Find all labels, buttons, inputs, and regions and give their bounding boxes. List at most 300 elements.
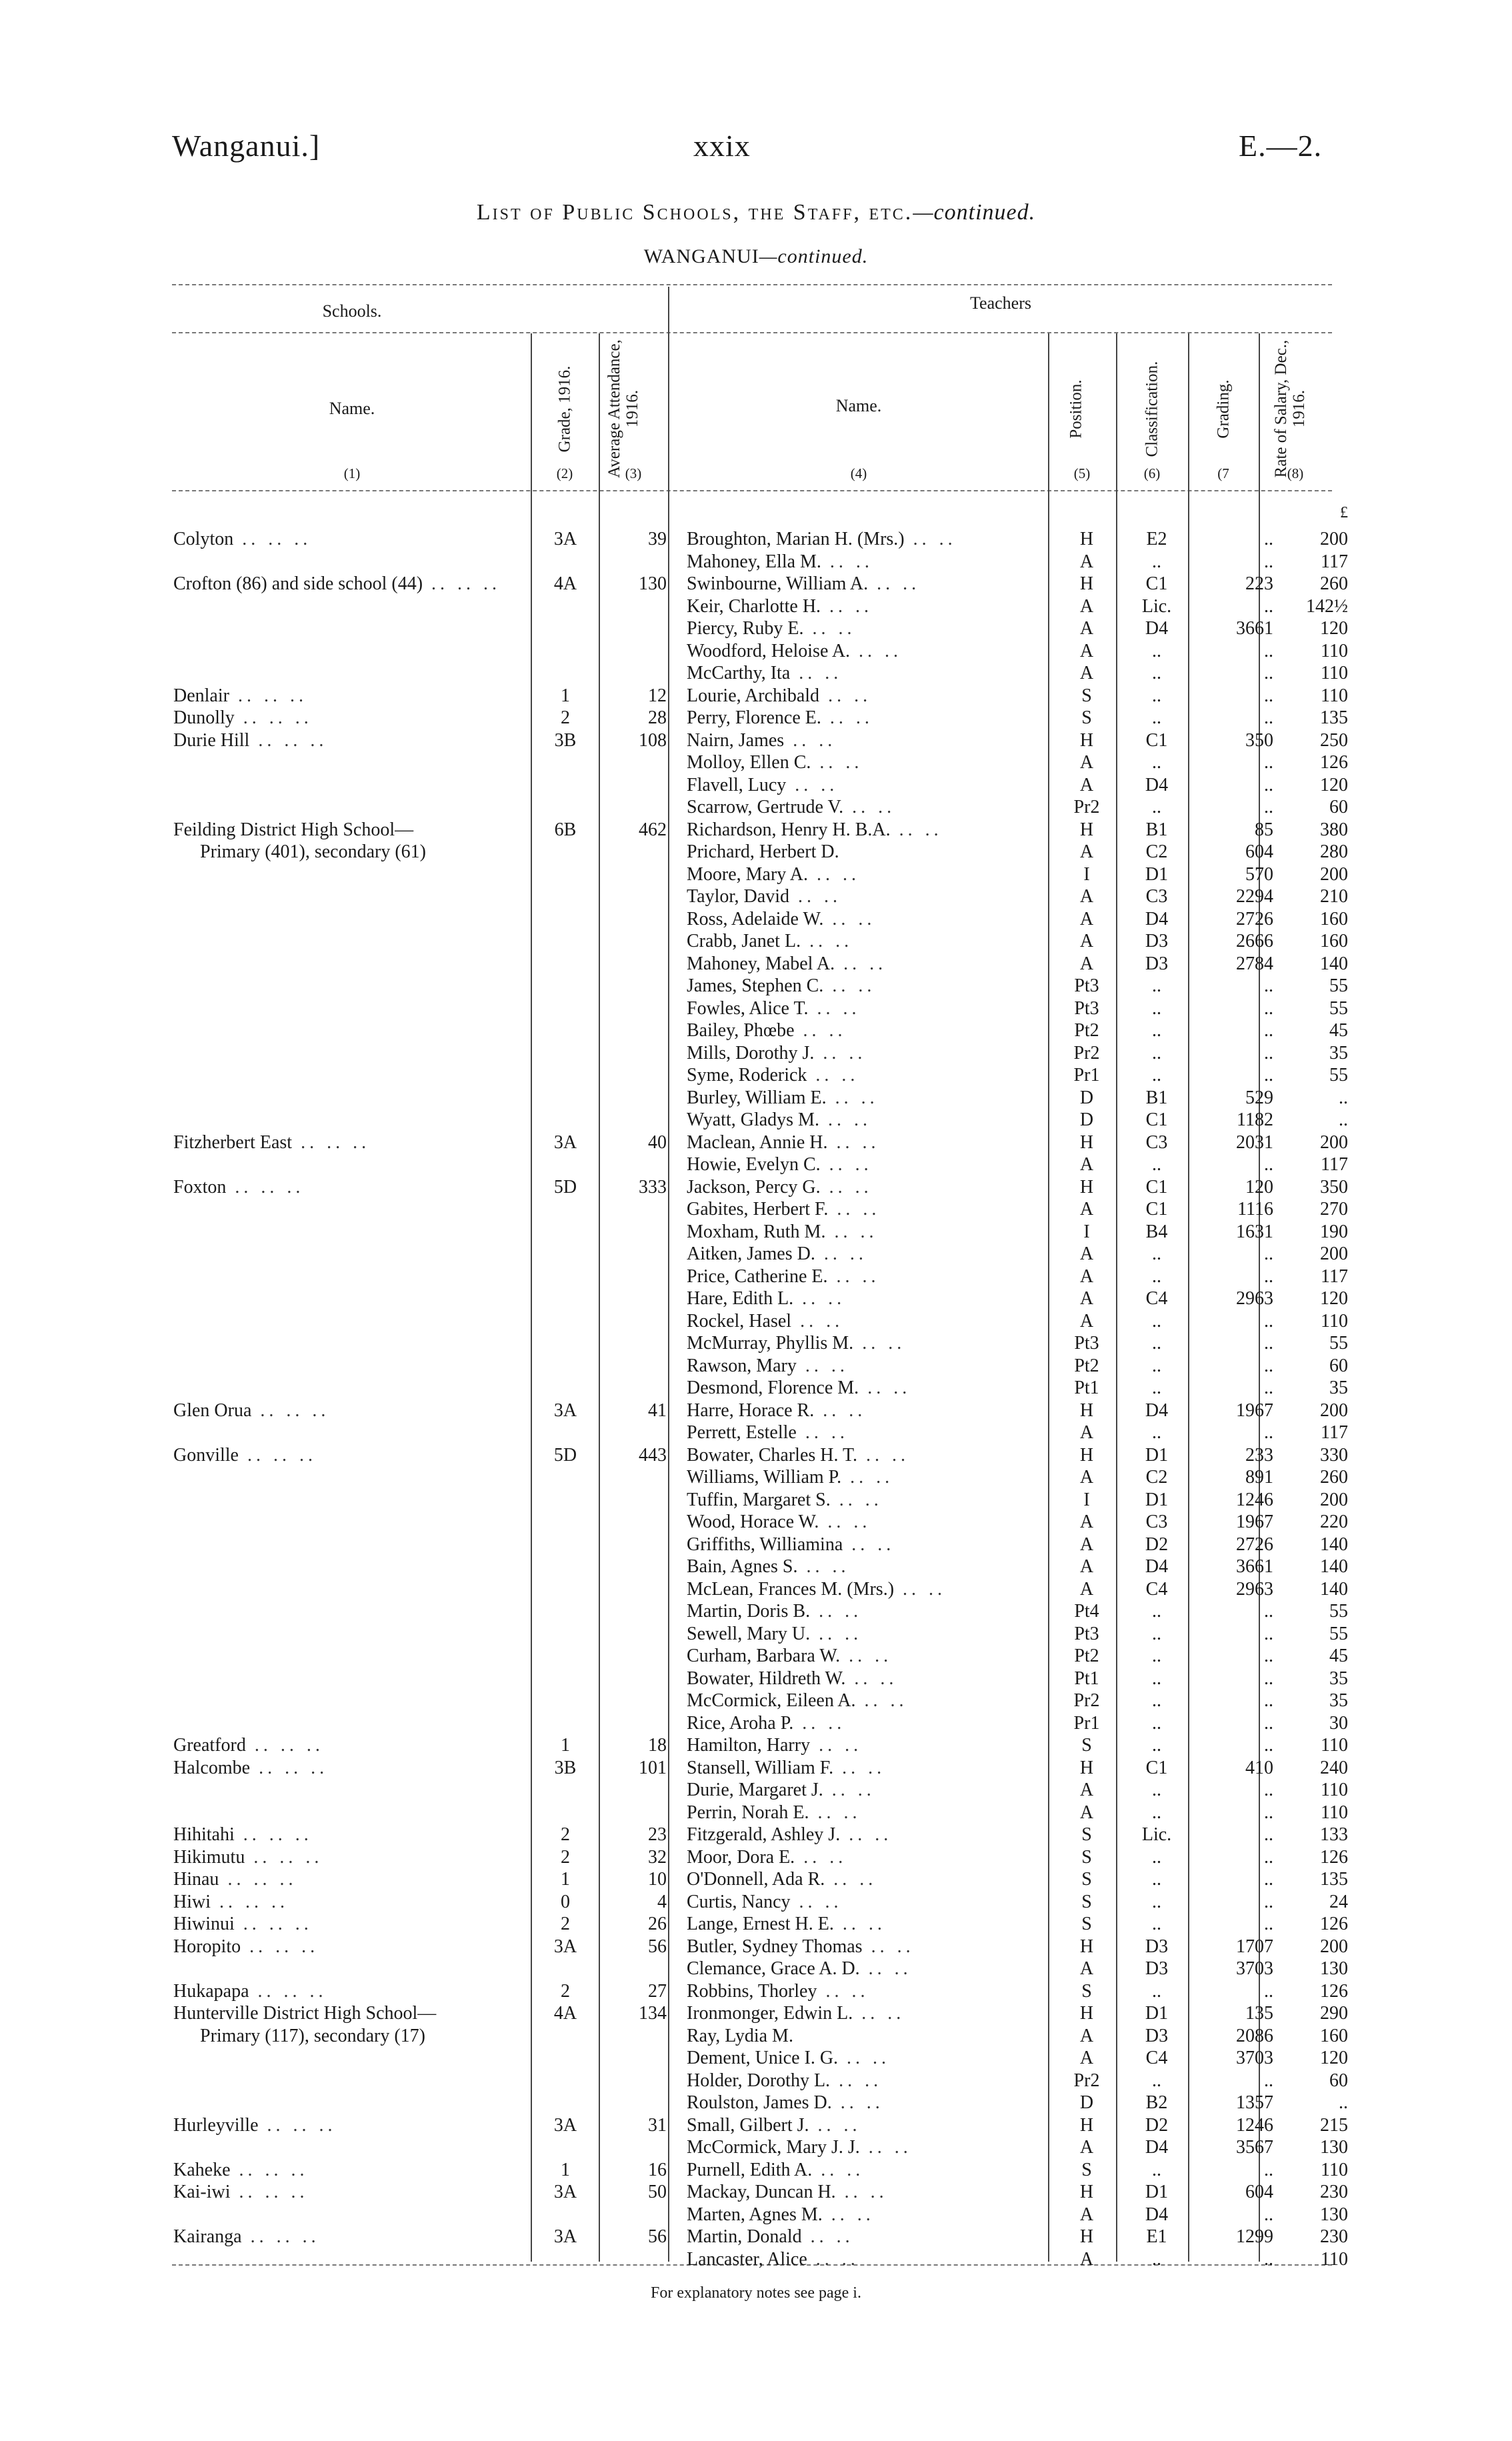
salary-cell (1275, 841, 1348, 863)
teacher-name-cell-text: Robbins, Thorley (687, 1980, 817, 2002)
position-cell-text: H (1079, 729, 1094, 751)
table-row (0, 1734, 1512, 1757)
teacher-name-header: Name. (835, 396, 882, 415)
salary-cell-text: 117 (1321, 1422, 1348, 1443)
classification-cell (1117, 640, 1196, 663)
grading-cell (1195, 1757, 1273, 1780)
classification-cell (1117, 1288, 1196, 1310)
position-cell-text: A (1079, 595, 1094, 617)
school-name-cell: Colyton .. .. .. (173, 529, 312, 549)
attendance-cell (599, 528, 667, 551)
salary-cell (1275, 1489, 1348, 1512)
school-name-cell-text: Dunolly (173, 707, 235, 728)
grading-cell-text: 891 (1245, 1467, 1273, 1488)
salary-cell-text: 117 (1321, 1266, 1348, 1287)
salary-cell-text: 260 (1320, 573, 1348, 594)
classification-cell-text: D4 (1145, 2137, 1169, 2158)
school-name-cell-text: Kairanga (173, 2226, 242, 2247)
col-number-2: (2) (556, 465, 573, 481)
teacher-name-cell-text: James, Stephen C. (687, 975, 824, 996)
school-name-cell: Kaheke .. .. .. (173, 2159, 309, 2180)
grading-cell-text: 233 (1245, 1444, 1273, 1466)
classification-cell (1117, 1846, 1196, 1869)
teacher-name-cell-text: Perry, Florence E. (687, 707, 821, 728)
grading-cell-text: 2031 (1236, 1131, 1273, 1153)
grade-cell (533, 1868, 597, 1891)
grading-cell-text: 85 (1255, 819, 1273, 840)
page-number: xxix (693, 129, 751, 163)
salary-cell-text: 110 (1321, 663, 1348, 683)
salary-cell-text: 200 (1320, 1244, 1348, 1264)
salary-cell (1275, 662, 1348, 685)
classification-cell-text: .. (1152, 1310, 1161, 1332)
grade-cell-text: 3A (553, 1936, 577, 1957)
salary-cell-text: 60 (1329, 1355, 1348, 1376)
position-cell (1060, 1064, 1113, 1087)
salary-cell (1275, 1042, 1348, 1065)
teacher-name-cell: Martin, Doris B. .. .. (687, 1601, 863, 1622)
attendance-cell-text: 16 (648, 2159, 667, 2180)
teacher-name-cell: Howie, Evelyn C. .. .. (687, 1154, 873, 1175)
page-title (0, 200, 1512, 225)
position-cell (1060, 774, 1113, 797)
table-row (0, 1802, 1512, 1824)
table-row (0, 774, 1512, 797)
classification-cell-text: C4 (1145, 2048, 1168, 2068)
position-cell (1060, 1400, 1113, 1422)
school-name-cell: Gonville .. .. .. (173, 1444, 317, 1466)
classification-cell (1117, 1400, 1196, 1422)
teacher-name-cell-text: Crabb, Janet L. (687, 931, 801, 951)
grading-cell-text: 223 (1245, 573, 1273, 594)
classification-cell (1117, 2070, 1196, 2092)
salary-cell-text: 240 (1320, 1757, 1348, 1778)
salary-cell (1275, 1757, 1348, 1780)
position-cell (1060, 1913, 1113, 1936)
position-cell-text: I (1083, 1221, 1090, 1242)
teacher-name-cell-text: McMurray, Phyllis M. (687, 1333, 854, 1354)
position-cell-text: A (1079, 1154, 1094, 1175)
grading-cell-text: .. (1264, 1154, 1273, 1175)
teacher-name-cell-text: Swinbourne, William A. (687, 573, 869, 594)
classification-cell (1117, 1042, 1196, 1065)
school-name-cell-text: Halcombe (173, 1757, 251, 1778)
salary-cell (1275, 729, 1348, 752)
grading-cell-text: .. (1264, 1378, 1273, 1398)
grading-cell (1195, 885, 1273, 908)
salary-cell-text: 250 (1320, 729, 1348, 751)
school-name-cell-text: Durie Hill (173, 729, 250, 751)
grading-cell (1195, 1400, 1273, 1422)
grading-cell-text: .. (1264, 774, 1273, 795)
school-name-cell-text: Foxton (173, 1176, 227, 1197)
grading-cell-text: 1707 (1236, 1936, 1273, 1957)
salary-cell-text: 210 (1320, 886, 1348, 907)
salary-cell (1275, 1668, 1348, 1690)
table-row (0, 1958, 1512, 1980)
classification-cell (1117, 551, 1196, 573)
position-cell (1060, 617, 1113, 640)
school-name-cell-text: Kaheke (173, 2159, 231, 2180)
teacher-name-cell: McMurray, Phyllis M. .. .. (687, 1333, 906, 1354)
table-row (0, 908, 1512, 931)
classification-cell (1117, 930, 1196, 953)
classification-cell-text: .. (1152, 975, 1161, 996)
table-row (0, 885, 1512, 908)
position-cell (1060, 1355, 1113, 1378)
table-row (0, 1153, 1512, 1176)
school-name-cell: Hiwi .. .. .. (173, 1891, 289, 1912)
position-cell-text: A (1079, 551, 1094, 572)
teacher-name-cell: Lancaster, Alice .. .. (687, 2248, 859, 2270)
grading-cell (1195, 1198, 1273, 1221)
teacher-name-cell: Woodford, Heloise A. .. .. (687, 640, 903, 661)
table-row (0, 1980, 1512, 2003)
teacher-name-cell-text: Price, Catherine E. (687, 1266, 828, 1287)
attendance-header-label: Average Attendance, 1916. (605, 339, 641, 478)
col-number-8: (8) (1287, 465, 1304, 481)
classification-cell-text: D1 (1145, 1489, 1169, 1510)
attendance-cell-text: 12 (648, 685, 667, 706)
salary-cell-text: 55 (1329, 1623, 1348, 1644)
position-cell (1060, 1980, 1113, 2003)
grade-cell-text: 2 (561, 1980, 570, 2002)
teacher-name-cell-text: Holder, Dorothy L. (687, 2070, 831, 2091)
position-cell (1060, 2181, 1113, 2204)
teacher-name-cell-text: Rockel, Hasel (687, 1310, 792, 1332)
grade-cell-text: 3A (553, 2226, 577, 2247)
grading-cell (1195, 1958, 1273, 1980)
school-name-cell-text: Gonville (173, 1444, 239, 1466)
position-cell (1060, 1556, 1113, 1578)
grading-cell (1195, 2025, 1273, 2048)
salary-cell-text: 110 (1321, 2159, 1348, 2180)
table-row (0, 662, 1512, 685)
position-cell (1060, 975, 1113, 997)
school-name-cell-text: Hikimutu (173, 1846, 245, 1868)
classification-cell (1117, 1511, 1196, 1534)
salary-cell-text: 260 (1320, 1467, 1348, 1488)
grading-cell (1195, 1556, 1273, 1578)
position-cell-text: S (1081, 707, 1092, 728)
grading-cell (1195, 1176, 1273, 1199)
school-name-cell: Hikimutu .. .. .. (173, 1846, 323, 1868)
table-row (0, 528, 1512, 551)
position-cell-text: A (1079, 886, 1094, 907)
salary-cell (1275, 1623, 1348, 1646)
salary-cell-text: 45 (1329, 1646, 1348, 1666)
grading-cell-text: .. (1264, 1355, 1273, 1376)
salary-cell (1275, 1400, 1348, 1422)
teacher-name-cell-text: Rawson, Mary (687, 1355, 797, 1376)
grading-cell (1195, 1221, 1273, 1244)
teacher-name-cell: Perrett, Estelle .. .. (687, 1422, 849, 1443)
grading-cell-text: 1246 (1236, 2114, 1273, 2136)
grading-cell (1195, 2070, 1273, 2092)
position-cell-text: H (1079, 819, 1094, 840)
teacher-name-cell: Marten, Agnes M. .. .. (687, 2204, 875, 2225)
grade-cell-text: 1 (561, 1869, 570, 1890)
salary-cell-text: 190 (1320, 1221, 1348, 1242)
salary-cell-text: .. (1339, 2092, 1348, 2113)
grade-cell-text: 3A (553, 529, 577, 549)
teacher-name-cell-text: Bailey, Phœbe (687, 1020, 795, 1041)
salary-cell (1275, 1980, 1348, 2003)
attendance-cell-text: 108 (639, 729, 667, 751)
grading-cell-text: .. (1264, 1042, 1273, 1063)
attendance-cell-text: 56 (648, 2226, 667, 2247)
classification-cell-text: D4 (1145, 2204, 1169, 2225)
salary-cell-text: 117 (1321, 1154, 1348, 1175)
classification-cell (1117, 2002, 1196, 2025)
classification-cell (1117, 2181, 1196, 2204)
teacher-name-cell: Wood, Horace W. .. .. (687, 1512, 871, 1532)
table-row (0, 1668, 1512, 1690)
salary-cell-text: 110 (1321, 1735, 1348, 1756)
grade-cell (533, 2114, 597, 2137)
grade-cell (533, 685, 597, 707)
salary-cell-text: 126 (1320, 1980, 1348, 2002)
classification-cell (1117, 1109, 1196, 1131)
classification-cell (1117, 1198, 1196, 1221)
classification-cell-text: .. (1152, 1422, 1161, 1443)
school-name-cell: Denlair .. .. .. (173, 685, 307, 706)
salary-cell-text: 200 (1320, 529, 1348, 549)
position-cell-text: H (1079, 573, 1094, 594)
grading-cell-text: 350 (1245, 729, 1273, 751)
grading-cell (1195, 1779, 1273, 1802)
position-cell-text: A (1079, 752, 1094, 773)
salary-cell-text: 215 (1320, 2114, 1348, 2136)
position-cell (1060, 685, 1113, 707)
teacher-name-cell: Rockel, Hasel .. .. (687, 1310, 844, 1332)
grade-cell (533, 1734, 597, 1757)
teacher-name-cell: Moxham, Ruth M. .. .. (687, 1221, 878, 1242)
classification-cell (1117, 1064, 1196, 1087)
teacher-name-cell-text: Griffiths, Williamina (687, 1534, 843, 1555)
teacher-name-cell (687, 2025, 1047, 2048)
salary-cell-text: 110 (1321, 1802, 1348, 1823)
salary-cell-text: 135 (1320, 707, 1348, 728)
position-cell-text: A (1079, 1534, 1094, 1555)
attendance-cell (599, 2159, 667, 2182)
attendance-cell-text: 40 (648, 1131, 667, 1153)
classification-cell-text: .. (1152, 640, 1161, 661)
position-cell (1060, 1645, 1113, 1668)
table-row (0, 1288, 1512, 1310)
salary-cell (1275, 908, 1348, 931)
school-name-cell: Hurleyville .. .. .. (173, 2114, 337, 2136)
grading-cell-text: .. (1264, 2204, 1273, 2225)
teacher-name-cell: Lange, Ernest H. E. .. .. (687, 1914, 886, 1934)
position-cell (1060, 551, 1113, 573)
schools-group-header: Schools. (322, 301, 382, 321)
attendance-cell-text: 134 (639, 2003, 667, 2024)
salary-cell-text: 220 (1320, 1512, 1348, 1532)
table-row (0, 1600, 1512, 1623)
teacher-name-cell: Durie, Margaret J. .. .. (687, 1780, 875, 1800)
salary-cell-text: 110 (1321, 640, 1348, 661)
position-cell (1060, 1690, 1113, 1712)
salary-cell (1275, 2114, 1348, 2137)
attendance-cell (599, 819, 667, 841)
classification-cell (1117, 796, 1196, 819)
salary-cell (1275, 707, 1348, 729)
school-name-cell-text: Denlair (173, 685, 229, 706)
classification-cell (1117, 1958, 1196, 1980)
grading-cell-text: .. (1264, 2159, 1273, 2180)
classification-cell-text: B1 (1145, 1087, 1168, 1108)
grading-cell (1195, 908, 1273, 931)
salary-cell (1275, 595, 1348, 618)
attendance-cell (599, 1936, 667, 1958)
position-cell-text: I (1083, 1489, 1090, 1510)
grade-cell-text: 5D (553, 1444, 577, 1466)
salary-cell-text: 120 (1320, 774, 1348, 795)
grading-cell-text: 570 (1245, 863, 1273, 885)
teacher-name-cell: Purnell, Edith A. .. .. (687, 2159, 865, 2180)
salary-cell-text: 35 (1329, 1042, 1348, 1063)
classification-cell-text: D3 (1145, 953, 1169, 974)
attendance-cell (599, 1868, 667, 1891)
salary-cell-text: 30 (1329, 1712, 1348, 1734)
position-cell-text: Pt3 (1074, 975, 1099, 996)
grade-cell (533, 1176, 597, 1199)
grading-cell-text: .. (1264, 1980, 1273, 2002)
grading-cell-text: 2294 (1236, 886, 1273, 907)
classification-cell-text: .. (1152, 1846, 1161, 1868)
grading-cell-text: .. (1264, 1020, 1273, 1041)
table-row (0, 1891, 1512, 1914)
table-row (0, 2047, 1512, 2070)
school-name-cell-text: Fitzherbert East (173, 1131, 293, 1153)
teacher-name-cell-text: Woodford, Heloise A. (687, 640, 851, 661)
classification-cell (1117, 2047, 1196, 2070)
salary-cell (1275, 2136, 1348, 2159)
position-cell-text: A (1079, 1199, 1094, 1219)
classification-cell (1117, 1131, 1196, 1154)
teacher-name-cell-text: Bowater, Charles H. T. (687, 1444, 858, 1466)
school-name-cell: Greatford .. .. .. (173, 1735, 324, 1756)
grading-cell (1195, 2002, 1273, 2025)
grade-cell (533, 2181, 597, 2204)
school-name-cell-text: Hukapapa (173, 1980, 249, 2002)
grading-cell (1195, 953, 1273, 975)
table-row (0, 1757, 1512, 1780)
classification-cell-text: .. (1152, 663, 1161, 683)
grading-cell-text: .. (1264, 2070, 1273, 2091)
salary-cell-text: 126 (1320, 752, 1348, 773)
salary-cell (1275, 640, 1348, 663)
position-cell (1060, 2070, 1113, 2092)
table-row (0, 2136, 1512, 2159)
salary-cell (1275, 685, 1348, 707)
position-cell (1060, 707, 1113, 729)
salary-cell-text: 55 (1329, 1333, 1348, 1354)
grading-cell (1195, 640, 1273, 663)
attendance-cell (599, 2181, 667, 2204)
classification-cell-text: .. (1152, 1668, 1161, 1689)
position-cell-text: H (1079, 2226, 1094, 2247)
salary-cell (1275, 1422, 1348, 1444)
grade-cell-text: 3A (553, 1131, 577, 1153)
salary-cell (1275, 617, 1348, 640)
attendance-cell-text: 23 (648, 1824, 667, 1845)
position-cell (1060, 997, 1113, 1020)
school-name-cell: Crofton (86) and side school (44) .. .. .. (173, 573, 501, 594)
grading-cell (1195, 2136, 1273, 2159)
position-cell (1060, 908, 1113, 931)
salary-cell (1275, 2204, 1348, 2226)
salary-cell-text: 280 (1320, 841, 1348, 862)
position-cell-text: A (1079, 618, 1094, 639)
teacher-name-cell: Moor, Dora E. .. .. (687, 1846, 847, 1868)
teacher-name-cell-text: Mackay, Duncan H. (687, 2182, 836, 2202)
school-name-cell (200, 2025, 557, 2048)
grading-cell-text: 1299 (1236, 2226, 1273, 2247)
staff-table-body (0, 528, 1512, 2270)
attendance-cell-text: 130 (639, 573, 667, 594)
salary-cell-text: 24 (1329, 1891, 1348, 1912)
salary-cell (1275, 1690, 1348, 1712)
classification-cell (1117, 685, 1196, 707)
teacher-name-cell-text: Mahoney, Ella M. (687, 551, 821, 572)
teacher-name-cell: Keir, Charlotte H. .. .. (687, 595, 873, 617)
classification-cell-text: B4 (1145, 1221, 1168, 1242)
school-name-cell: Hihitahi .. .. .. (173, 1824, 313, 1845)
grading-cell (1195, 1712, 1273, 1735)
classification-cell-text: D1 (1145, 1444, 1169, 1466)
salary-cell (1275, 2047, 1348, 2070)
attendance-cell-text: 56 (648, 1936, 667, 1957)
teacher-name-cell: Roulston, James D. .. .. (687, 2092, 884, 2113)
classification-cell-text: Lic. (1141, 1824, 1172, 1845)
classification-cell-text: B1 (1145, 819, 1168, 840)
salary-cell-text: 126 (1320, 1914, 1348, 1934)
grade-cell-text: 2 (561, 1914, 570, 1934)
classification-cell (1117, 2136, 1196, 2159)
school-name-header: Name. (329, 399, 375, 418)
position-cell (1060, 1712, 1113, 1735)
grading-cell (1195, 1422, 1273, 1444)
classification-cell (1117, 1534, 1196, 1556)
salary-header-label: Rate of Salary, Dec., 1916. (1272, 339, 1308, 478)
teacher-name-cell: Holder, Dorothy L. .. .. (687, 2070, 883, 2091)
position-cell (1060, 2159, 1113, 2182)
classification-cell-text: .. (1152, 1378, 1161, 1398)
classification-cell-text: C1 (1145, 1176, 1168, 1197)
salary-cell (1275, 1734, 1348, 1757)
table-row (0, 2204, 1512, 2226)
grading-cell (1195, 1243, 1273, 1266)
grade-cell (533, 2159, 597, 2182)
salary-cell (1275, 774, 1348, 797)
teacher-name-cell: Perry, Florence E. .. .. (687, 707, 873, 728)
classification-cell (1117, 595, 1196, 618)
teacher-name-cell: Perrin, Norah E. .. .. (687, 1802, 861, 1823)
teacher-name-cell: Broughton, Marian H. (Mrs.) .. .. (687, 529, 957, 549)
col-number-3: (3) (625, 465, 642, 481)
salary-cell-text: 200 (1320, 1936, 1348, 1957)
table-row (0, 1332, 1512, 1355)
classification-cell-text: D1 (1145, 2182, 1169, 2202)
table-row (0, 707, 1512, 729)
grade-cell (533, 2226, 597, 2248)
classification-cell (1117, 1221, 1196, 1244)
grading-cell-text: 1357 (1236, 2092, 1273, 2113)
grading-cell (1195, 863, 1273, 886)
teacher-name-cell: Crabb, Janet L. .. .. (687, 931, 853, 951)
